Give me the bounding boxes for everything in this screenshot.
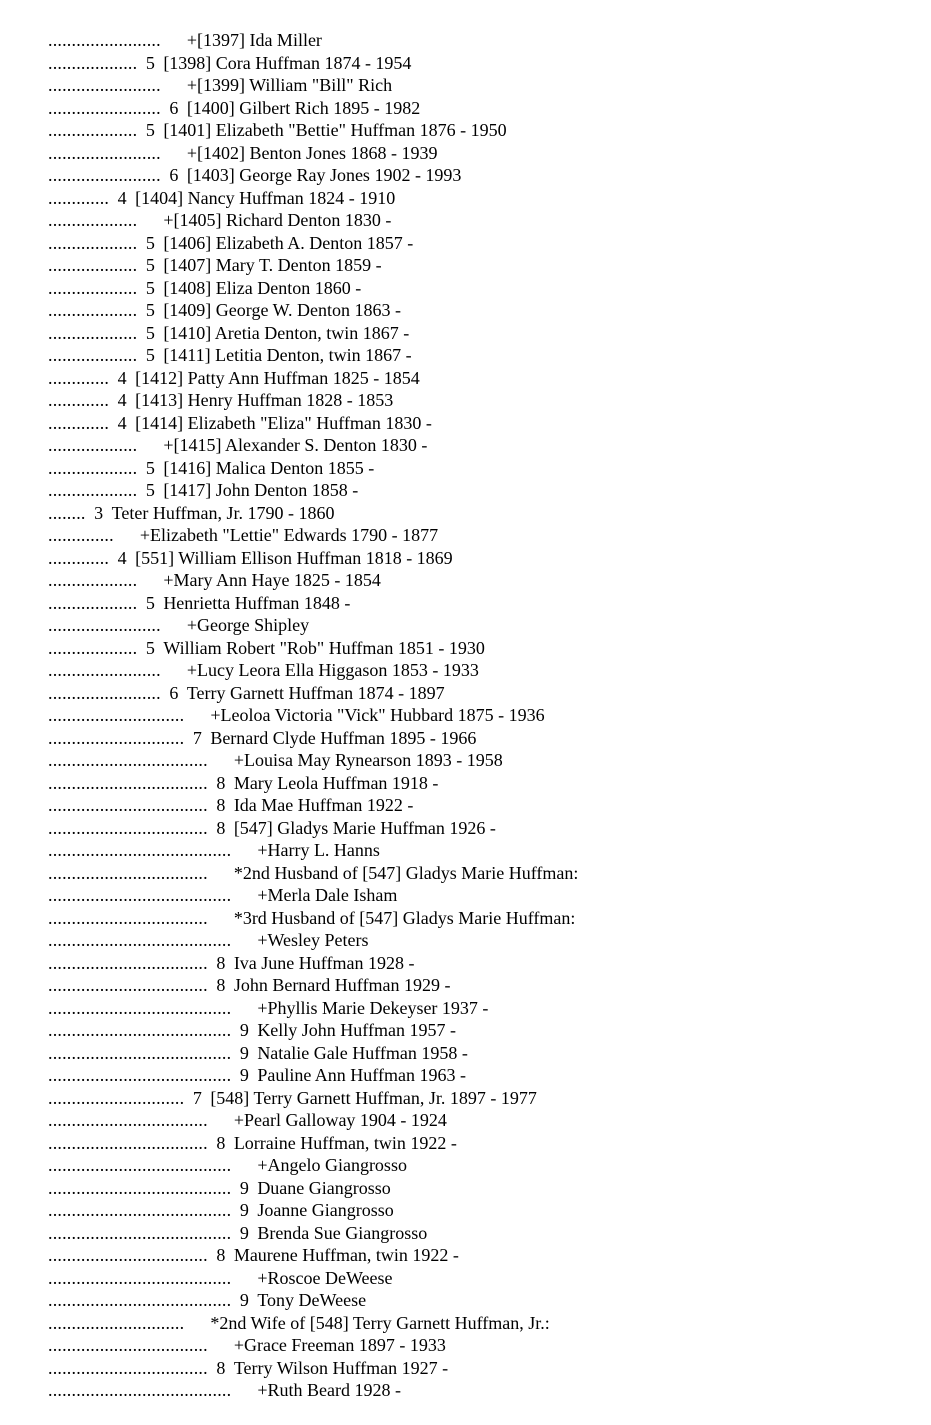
person-entry-text: Teter Huffman, Jr. 1790 - 1860: [111, 502, 335, 523]
leader-dots: .............: [48, 187, 110, 208]
report-line: [48, 524, 438, 546]
report-line: [48, 1244, 459, 1266]
generation-number: 7: [192, 1087, 202, 1108]
person-entry-text: [1411] Letitia Denton, twin 1867 -: [163, 345, 412, 365]
person-entry-text: +[1415] Alexander S. Denton 1830 -: [163, 435, 428, 455]
leader-dots: ........: [48, 502, 86, 523]
report-line: [48, 344, 412, 366]
leader-dots: ...................: [48, 277, 138, 298]
leader-dots: ...................: [48, 435, 138, 455]
generation-number: 4: [117, 367, 127, 388]
person-entry-text: [1409] George W. Denton 1863 -: [163, 300, 401, 320]
leader-dots: .............................: [48, 705, 185, 725]
person-entry-text: +Harry L. Hanns: [257, 840, 380, 860]
person-entry-text: [548] Terry Garnett Huffman, Jr. 1897 - 1977: [210, 1087, 537, 1108]
person-entry-text: Kelly John Huffman 1957 -: [257, 1020, 456, 1040]
report-line: [48, 322, 409, 344]
person-entry-text: Terry Wilson Huffman 1927 -: [233, 1357, 449, 1378]
leader-dots: .......................................: [48, 997, 232, 1018]
report-line: [48, 142, 437, 164]
report-line: [48, 187, 395, 209]
report-line: [48, 1357, 448, 1379]
person-entry-text: [1406] Elizabeth A. Denton 1857 -: [163, 232, 414, 253]
report-line: [48, 457, 374, 479]
leader-dots: ..............: [48, 525, 114, 545]
person-entry-text: +Merla Dale Isham: [257, 885, 398, 905]
leader-dots: .............: [48, 390, 110, 410]
leader-dots: .............................: [48, 1312, 185, 1333]
person-entry-text: John Bernard Huffman 1929 -: [233, 975, 451, 995]
report-line: [48, 1312, 550, 1334]
leader-dots: ........................: [48, 615, 161, 635]
leader-dots: ..................................: [48, 1132, 208, 1153]
report-line: [48, 952, 414, 974]
leader-dots: ...................: [48, 637, 138, 658]
person-entry-text: Tony DeWeese: [257, 1290, 367, 1310]
leader-dots: .......................................: [48, 1290, 232, 1310]
person-entry-text: Ida Mae Huffman 1922 -: [233, 795, 414, 815]
generation-number: 9: [239, 1065, 249, 1085]
person-entry-text: +Ruth Beard 1928 -: [257, 1380, 401, 1400]
leader-dots: .......................................: [48, 1222, 232, 1243]
person-entry-text: *3rd Husband of [547] Gladys Marie Huffman:: [233, 907, 576, 928]
generation-number: 5: [145, 457, 155, 478]
generation-number: 5: [145, 480, 155, 500]
leader-dots: ...................: [48, 457, 138, 478]
report-line: [48, 1109, 447, 1131]
person-entry-text: +[1402] Benton Jones 1868 - 1939: [186, 142, 438, 163]
person-entry-text: +[1397] Ida Miller: [186, 30, 322, 50]
person-entry-text: +[1405] Richard Denton 1830 -: [163, 210, 392, 230]
leader-dots: .......................................: [48, 1267, 232, 1288]
generation-number: 8: [216, 817, 226, 838]
report-line: [48, 974, 450, 996]
report-line: [48, 862, 578, 884]
leader-dots: .......................................: [48, 1020, 232, 1040]
person-entry-text: +Lucy Leora Ella Higgason 1853 - 1933: [186, 660, 479, 680]
leader-dots: ..................................: [48, 862, 208, 883]
report-line: [48, 232, 413, 254]
leader-dots: ........................: [48, 97, 161, 118]
report-line: [48, 1177, 391, 1199]
person-entry-text: William Robert "Rob" Huffman 1851 - 1930: [163, 637, 485, 658]
leader-dots: .............................: [48, 727, 185, 748]
person-entry-text: [547] Gladys Marie Huffman 1926 -: [233, 817, 496, 838]
report-line: [48, 1132, 457, 1154]
person-entry-text: +Elizabeth "Lettie" Edwards 1790 - 1877: [139, 525, 439, 545]
leader-dots: .......................................: [48, 840, 232, 860]
generation-number: 4: [117, 412, 127, 433]
leader-dots: ..................................: [48, 1357, 208, 1378]
report-line: [48, 569, 381, 591]
leader-dots: .......................................: [48, 1042, 232, 1063]
report-line: [48, 1379, 401, 1401]
person-entry-text: Iva June Huffman 1928 -: [233, 952, 415, 973]
generation-number: 5: [145, 255, 155, 275]
person-entry-text: +[1399] William "Bill" Rich: [186, 75, 393, 95]
person-entry-text: [551] William Ellison Huffman 1818 - 1869: [135, 547, 453, 568]
person-entry-text: Joanne Giangrosso: [257, 1200, 394, 1220]
report-line: [48, 209, 391, 231]
person-entry-text: Terry Garnett Huffman 1874 - 1897: [186, 682, 445, 703]
report-line: [48, 254, 382, 276]
person-entry-text: Pauline Ann Huffman 1963 -: [257, 1065, 466, 1085]
report-line: [48, 367, 420, 389]
leader-dots: ..................................: [48, 1110, 208, 1130]
report-line: [48, 52, 411, 74]
generation-number: 5: [145, 592, 155, 613]
generation-number: 6: [169, 165, 179, 185]
report-line: [48, 794, 413, 816]
person-entry-text: [1404] Nancy Huffman 1824 - 1910: [135, 187, 396, 208]
leader-dots: .......................................: [48, 1155, 232, 1175]
person-entry-text: *2nd Husband of [547] Gladys Marie Huffman:: [233, 862, 579, 883]
generation-number: 5: [145, 637, 155, 658]
person-entry-text: [1417] John Denton 1858 -: [163, 480, 359, 500]
person-entry-text: +George Shipley: [186, 615, 310, 635]
generation-number: 5: [145, 277, 155, 298]
leader-dots: ..................................: [48, 795, 208, 815]
leader-dots: ..................................: [48, 907, 208, 928]
generation-number: 9: [239, 1200, 249, 1220]
leader-dots: ...................: [48, 232, 138, 253]
report-line: [48, 29, 322, 51]
person-entry-text: [1410] Aretia Denton, twin 1867 -: [163, 322, 410, 343]
leader-dots: ...................: [48, 322, 138, 343]
person-entry-text: +Louisa May Rynearson 1893 - 1958: [233, 750, 503, 770]
generation-number: 5: [145, 120, 155, 140]
leader-dots: .............: [48, 367, 110, 388]
leader-dots: .......................................: [48, 930, 232, 950]
report-line: [48, 1267, 392, 1289]
report-line: [48, 277, 361, 299]
generation-number: 5: [145, 52, 155, 73]
leader-dots: ..................................: [48, 975, 208, 995]
leader-dots: ...................: [48, 120, 138, 140]
report-line: [48, 907, 575, 929]
leader-dots: .......................................: [48, 1380, 232, 1400]
generation-number: 7: [192, 727, 202, 748]
person-entry-text: +Angelo Giangrosso: [257, 1155, 407, 1175]
report-line: [48, 389, 393, 411]
person-entry-text: +Grace Freeman 1897 - 1933: [233, 1335, 446, 1355]
person-entry-text: [1403] George Ray Jones 1902 - 1993: [186, 165, 462, 185]
person-entry-text: Maurene Huffman, twin 1922 -: [233, 1245, 459, 1265]
generation-number: 6: [169, 97, 179, 118]
person-entry-text: [1407] Mary T. Denton 1859 -: [163, 255, 382, 275]
person-entry-text: [1398] Cora Huffman 1874 - 1954: [163, 52, 412, 73]
leader-dots: ...................: [48, 345, 138, 365]
leader-dots: ........................: [48, 30, 161, 50]
report-line: [48, 1222, 427, 1244]
report-line: [48, 659, 479, 681]
report-line: [48, 817, 496, 839]
generation-number: 8: [216, 1132, 226, 1153]
generation-number: 9: [239, 1042, 249, 1063]
report-line: [48, 614, 309, 636]
generation-number: 8: [216, 975, 226, 995]
person-entry-text: +Roscoe DeWeese: [257, 1267, 393, 1288]
person-entry-text: [1416] Malica Denton 1855 -: [163, 457, 375, 478]
person-entry-text: Brenda Sue Giangrosso: [257, 1222, 428, 1243]
report-line: [48, 929, 369, 951]
leader-dots: ...................: [48, 300, 138, 320]
report-line: [48, 412, 432, 434]
report-line: [48, 1154, 407, 1176]
leader-dots: .......................................: [48, 1065, 232, 1085]
leader-dots: ...................: [48, 480, 138, 500]
leader-dots: ..................................: [48, 817, 208, 838]
generation-number: 9: [239, 1222, 249, 1243]
person-entry-text: [1401] Elizabeth "Bettie" Huffman 1876 - 1950: [163, 120, 507, 140]
generation-number: 4: [117, 390, 127, 410]
person-entry-text: Mary Leola Huffman 1918 -: [233, 772, 439, 793]
leader-dots: .......................................: [48, 885, 232, 905]
person-entry-text: +Pearl Galloway 1904 - 1924: [233, 1110, 447, 1130]
report-line: [48, 1019, 456, 1041]
leader-dots: .......................................: [48, 1177, 232, 1198]
report-line: [48, 547, 453, 569]
person-entry-text: [1400] Gilbert Rich 1895 - 1982: [186, 97, 421, 118]
report-line: [48, 164, 461, 186]
leader-dots: .............................: [48, 1087, 185, 1108]
leader-dots: ........................: [48, 165, 161, 185]
person-entry-text: [1412] Patty Ann Huffman 1825 - 1854: [135, 367, 420, 388]
generation-number: 4: [117, 547, 127, 568]
report-line: [48, 1334, 446, 1356]
leader-dots: ..................................: [48, 1335, 208, 1355]
person-entry-text: [1413] Henry Huffman 1828 - 1853: [135, 390, 394, 410]
generation-number: 8: [216, 772, 226, 793]
person-entry-text: [1408] Eliza Denton 1860 -: [163, 277, 362, 298]
report-line: [48, 479, 358, 501]
generation-number: 9: [239, 1177, 249, 1198]
report-line: [48, 704, 545, 726]
person-entry-text: +Mary Ann Haye 1825 - 1854: [163, 570, 381, 590]
generation-number: 8: [216, 795, 226, 815]
report-line: [48, 727, 476, 749]
report-line: [48, 74, 392, 96]
leader-dots: ...................: [48, 592, 138, 613]
generation-number: 5: [145, 322, 155, 343]
report-line: [48, 502, 334, 524]
generation-number: 4: [117, 187, 127, 208]
generation-number: 3: [94, 502, 104, 523]
generation-number: 8: [216, 952, 226, 973]
leader-dots: ..................................: [48, 952, 208, 973]
report-line: [48, 637, 485, 659]
leader-dots: ...................: [48, 570, 138, 590]
generation-number: 8: [216, 1357, 226, 1378]
generation-number: 9: [239, 1020, 249, 1040]
generation-number: 5: [145, 300, 155, 320]
leader-dots: ........................: [48, 75, 161, 95]
leader-dots: ...................: [48, 210, 138, 230]
leader-dots: ..................................: [48, 750, 208, 770]
person-entry-text: Lorraine Huffman, twin 1922 -: [233, 1132, 457, 1153]
leader-dots: ........................: [48, 660, 161, 680]
person-entry-text: Henrietta Huffman 1848 -: [163, 592, 351, 613]
report-line: [48, 1087, 537, 1109]
generation-number: 5: [145, 345, 155, 365]
leader-dots: ...................: [48, 52, 138, 73]
person-entry-text: *2nd Wife of [548] Terry Garnett Huffman, Jr.:: [210, 1312, 550, 1333]
leader-dots: .......................................: [48, 1200, 232, 1220]
generation-number: 6: [169, 682, 179, 703]
report-line: [48, 839, 380, 861]
report-line: [48, 434, 427, 456]
report-line: [48, 1064, 466, 1086]
person-entry-text: +Wesley Peters: [257, 930, 369, 950]
report-line: [48, 1199, 394, 1221]
generation-number: 5: [145, 232, 155, 253]
leader-dots: ...................: [48, 255, 138, 275]
person-entry-text: Natalie Gale Huffman 1958 -: [257, 1042, 468, 1063]
person-entry-text: Bernard Clyde Huffman 1895 - 1966: [210, 727, 477, 748]
report-line: [48, 997, 488, 1019]
person-entry-text: +Leoloa Victoria "Vick" Hubbard 1875 - 1936: [210, 705, 545, 725]
leader-dots: ........................: [48, 682, 161, 703]
report-line: [48, 592, 350, 614]
generation-number: 9: [239, 1290, 249, 1310]
report-line: [48, 119, 507, 141]
report-line: [48, 749, 503, 771]
report-line: [48, 1042, 468, 1064]
leader-dots: ........................: [48, 142, 161, 163]
person-entry-text: [1414] Elizabeth "Eliza" Huffman 1830 -: [135, 412, 432, 433]
report-line: [48, 97, 420, 119]
leader-dots: .............: [48, 412, 110, 433]
report-line: [48, 682, 445, 704]
report-line: [48, 772, 438, 794]
person-entry-text: +Phyllis Marie Dekeyser 1937 -: [257, 997, 489, 1018]
person-entry-text: Duane Giangrosso: [257, 1177, 391, 1198]
leader-dots: ..................................: [48, 772, 208, 793]
leader-dots: .............: [48, 547, 110, 568]
generation-number: 8: [216, 1245, 226, 1265]
report-line: [48, 299, 401, 321]
leader-dots: ..................................: [48, 1245, 208, 1265]
report-line: [48, 884, 397, 906]
report-line: [48, 1289, 366, 1311]
